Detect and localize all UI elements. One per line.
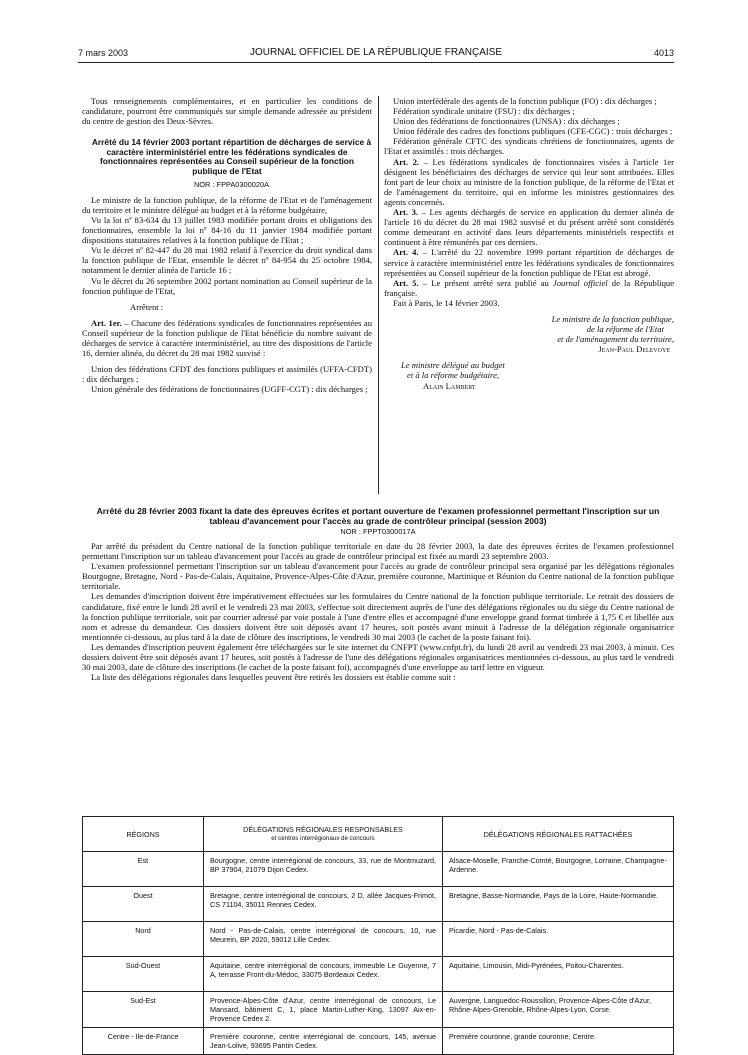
table-row bbox=[83, 992, 674, 1028]
list-item: Fédération générale CFTC des syndicats chrétiens de fonctionnaires, agents de l'Etat et assimilés : trois décharges. bbox=[384, 136, 674, 157]
list-item: Union fédérale des cadres des fonctions publiques (CFE-CGC) : trois décharges ; bbox=[393, 126, 673, 137]
article-4 bbox=[384, 247, 674, 277]
article-1 bbox=[82, 318, 372, 358]
rattachee-cell: Auvergne, Languedoc-Roussillon, Provence-Alpes-Côte d'Azur, Rhône-Alpes-Grenoble, Rhône-Alpes-Lyon, Corse. bbox=[443, 992, 674, 1028]
list-item: Union générale des fédérations de fonctionnaires (UGFF-CGT) : dix décharges ; bbox=[91, 384, 368, 395]
left-column bbox=[82, 96, 372, 394]
responsable-cell: Aquitaine, centre interrégional de concours, immeuble Le Guyenne, 7 A, terrasse Front-du-Médoc, 33075 Bordeaux Cedex. bbox=[204, 957, 443, 992]
second-decree-nor: NOR : FPPT0300017A bbox=[340, 527, 416, 536]
responsable-cell: Provence-Alpes-Côte d'Azur, centre interrégional de concours, Le Mansard, bâtiment C, 1, place Martin-Luther-King, 13097 Aix-en-Provence Cedex 2. bbox=[204, 992, 443, 1028]
article-label: Art. 4. bbox=[393, 247, 419, 258]
region-cell: Centre - Ile-de-France bbox=[83, 1028, 204, 1055]
list-item: Union des fédérations CFDT des fonctions publiques et assimilés (UFFA-CFDT) : dix décharges ; bbox=[82, 364, 372, 385]
article-5 bbox=[384, 278, 674, 298]
paragraph: Les demandes d'inscription peuvent également être téléchargées sur le site internet du CNFPT (www.cnfpt.fr), du lundi 28 avril au vendredi 23 mai 2003, à minuit. Ces dossiers doivent être soit déposés avant 17 heures, soit postés à l'adresse de l'une des délégations régionales organisatrices mentionnées ci-dessous, au plus tard le vendredi 30 mai 2003, date de clôture des inscriptions (le cachet de la poste faisant foi), accompagnés d'une enveloppe au tarif lettre en vigueur. bbox=[82, 641, 674, 673]
table-row bbox=[83, 957, 674, 992]
signatory-1 bbox=[384, 344, 674, 354]
region-cell: Sud-Ouest bbox=[83, 957, 204, 992]
arretent: Arrêtent : bbox=[130, 301, 164, 312]
journal-title: JOURNAL OFFICIEL DE LA RÉPUBLIQUE FRANÇAISE bbox=[249, 47, 503, 58]
article-2 bbox=[384, 157, 674, 207]
region-cell: Nord bbox=[83, 922, 204, 957]
article-text: – Les fédérations syndicales de fonctionnaires visées à l'article 1er désignent les bénéficiaires des décharges de service qui leur sont attribuées. Elles font part de leur choix au ministre de la fonction publique, de la réforme de l'Etat et de l'aménagement du territoire, qui en informe les ministres gestionnaires des agents concernés. bbox=[384, 156, 674, 207]
signature-line: de la réforme de l'Etat bbox=[586, 324, 664, 335]
signature-line: et à la réforme budgétaire, bbox=[407, 370, 500, 381]
paragraph: Vu le décret du 26 septembre 2002 portant nomination au Conseil supérieur de la fonction publique de l'Etat, bbox=[82, 275, 372, 296]
table-row bbox=[83, 922, 674, 957]
header-main: DÉLÉGATIONS RÉGIONALES RESPONSABLES bbox=[243, 825, 403, 834]
header-sub: et centres interrégionaux de concours bbox=[271, 835, 375, 842]
region-cell: Est bbox=[83, 852, 204, 887]
rattachee-cell: Alsace-Moselle, Franche-Comté, Bourgogne, Lorraine, Champagne-Ardenne. bbox=[443, 852, 674, 887]
paragraph: Les demandes d'inscription doivent être impérativement effectuées sur les formulaires du Centre national de la fonction publique territoriale. Le retrait des dossiers de candidature, fixé entre le lundi 28 avril et le vendredi 23 mai 2003, s'effectue soit directement auprès de l'une des délégations régionales ou du siège du Centre national de la fonction publique territoriale, soit par courrier adressé par voie postale à l'une d'entre elles et accompagné d'une enveloppe grand format timbrée à 1,75 € et libellée aux nom et adresse du demandeur. Ces dossiers doivent être soit déposés avant 17 heures, soit postés avant minuit à l'adresse de la délégation régionale organisatrice mentionnée ci-dessous, au plus tard à la date de clôture des inscriptions, le vendredi 30 mai 2003 (le cachet de la poste faisant foi). bbox=[82, 591, 674, 642]
paragraph: Vu la loi nº 83-634 du 13 juillet 1983 modifiée portant droits et obligations des fonctionnaires, ensemble la loi nº 84-16 du 11 janvier 1984 modifiée portant dispositions statutaires relatives à la fonction publique de l'Etat ; bbox=[82, 214, 372, 246]
article-label: Art. 1er. bbox=[91, 317, 122, 328]
rattachee-cell: Picardie, Nord - Pas-de-Calais. bbox=[443, 922, 674, 957]
article-label: Art. 2. bbox=[393, 156, 420, 167]
table-row bbox=[83, 887, 674, 922]
signatory-name: Jean-Paul Delevoye bbox=[598, 344, 670, 355]
responsable-cell: Bourgogne, centre interrégional de concours, 33, rue de Montmuzard, BP 37904, 21079 Dijon Cedex. bbox=[204, 852, 443, 887]
right-column bbox=[384, 96, 674, 391]
signature-line: et de l'aménagement du territoire, bbox=[557, 334, 674, 345]
delegations-table bbox=[82, 816, 674, 1055]
column-header-responsables bbox=[204, 817, 443, 852]
list-item: Fédération syndicale unitaire (FSU) : dix décharges ; bbox=[393, 106, 575, 117]
paragraph: La liste des délégations régionales dans lesquelles peuvent être retirés les dossiers est établie comme suit : bbox=[91, 672, 456, 683]
second-decree-body bbox=[82, 541, 674, 682]
paragraph: L'examen professionnel permettant l'inscription sur un tableau d'avancement pour l'accès au grade de contrôleur principal sera organisé par les délégations régionales Bourgogne, Bretagne, Nord - Pas-de-Calais, Aquitaine, Provence-Alpes-Côte d'Azur, première couronne, Martinique et Réunion du Centre national de la fonction publique territoriale. bbox=[82, 561, 674, 592]
article-text: – Les agents déchargés de service en application du dernier alinéa de l'article 16 du décret du 28 mai 1982 susvisé et du présent arrêté sont considérés comme demeurant en activité dans leurs départements ministériels respectifs et continuent à être rémunérés par ces derniers. bbox=[384, 207, 674, 248]
responsable-cell: Bretagne, centre interrégional de concours, 2 D, allée Jacques-Frimot, CS 71104, 35011 Rennes Cedex. bbox=[204, 887, 443, 922]
responsable-cell: Première couronne, centre interrégional de concours, 145, avenue Jean-Lolive, 93695 Pantin Cedex. bbox=[204, 1028, 443, 1055]
list-item: Union interfédérale des agents de la fonction publique (FO) : dix décharges ; bbox=[393, 96, 657, 106]
responsable-cell: Nord - Pas-de-Calais, centre interrégional de concours, 10, rue Meurein, BP 2020, 59012 Lille Cedex. bbox=[204, 922, 443, 957]
signature-line: Le ministre de la fonction publique, bbox=[551, 313, 674, 324]
page-header bbox=[78, 46, 674, 63]
decree-nor: NOR : FPPA0300020A bbox=[193, 179, 270, 189]
rattachee-cell: Première couronne, grande couronne, Centre. bbox=[443, 1028, 674, 1055]
region-cell: Sud-Est bbox=[83, 992, 204, 1028]
journal-ref: Journal officiel bbox=[552, 277, 608, 288]
second-decree-title: Arrêté du 28 février 2003 fixant la date des épreuves écrites et portant ouverture de l'examen professionnel permettant l'inscription sur un tableau d'avancement pour l'accès au grade de contrôleur principal (session 2003) bbox=[96, 506, 660, 526]
rattachee-cell: Aquitaine, Limousin, Midi-Pyrénées, Poitou-Charentes. bbox=[443, 957, 674, 992]
signature-line: Le ministre délégué au budget bbox=[401, 360, 505, 371]
article-label: Art. 3. bbox=[393, 207, 419, 218]
article-text: – Le présent arrêté sera publié au bbox=[418, 277, 553, 288]
page-number: 4013 bbox=[653, 48, 674, 58]
article-text: – L'arrêté du 22 novembre 1999 portant répartition de décharges de service à caractère interministériel entre les fédérations syndicales de fonctionnaires représentées au Conseil supérieur de la fonction publique de l'Etat est abrogé. bbox=[384, 247, 674, 278]
intro-paragraph: Tous renseignements complémentaires, et en particulier les conditions de candidature, pourront être communiqués sur simple demande adressée au président du centre de gestion des Deux-Sèvres. bbox=[82, 96, 372, 127]
table-header-row bbox=[83, 817, 674, 852]
column-header-regions: RÉGIONS bbox=[83, 817, 204, 852]
article-3 bbox=[384, 207, 674, 247]
article-text: de la République française. bbox=[384, 277, 675, 298]
article-text: – Chacune des fédérations syndicales de fonctionnaires représentées au Conseil supérieur de la fonction publique de l'Etat bénéficie du nombre suivant de décharges de service à caractère interministériel, au titre des dispositions de l'article 16, dernier alinéa, du décret du 28 mai 1982 susvisé : bbox=[82, 317, 372, 359]
signatory-name: Alain Lambert bbox=[423, 380, 476, 391]
paragraph: Le ministre de la fonction publique, de la réforme de l'Etat et de l'aménagement du territoire et le ministre délégué au budget et à la réforme budgétaire, bbox=[82, 194, 372, 215]
rattachee-cell: Bretagne, Basse-Normandie, Pays de la Loire, Haute-Normandie. bbox=[443, 887, 674, 922]
signatory-2 bbox=[414, 381, 674, 391]
column-header-rattachees: DÉLÉGATIONS RÉGIONALES RATTACHÉES bbox=[443, 817, 674, 852]
header-date: 7 mars 2003 bbox=[78, 48, 129, 58]
list-item: Union des fédérations de fonctionnaires (UNSA) : dix décharges ; bbox=[393, 116, 620, 127]
decree-title: Arrêté du 14 février 2003 portant répartition de décharges de service à caractère interministériel entre les fédérations syndicales de fonctionnaires représentées au Conseil supérieur de la fonction publique de l'Etat bbox=[91, 137, 372, 177]
paragraph: Par arrêté du président du Centre national de la fonction publique territoriale en date du 28 février 2003, la date des épreuves écrites de l'examen professionnel permettant l'inscription sur un tableau d'avancement pour l'accès au grade de contrôleur principal est fixée au mardi 23 septembre 2003. bbox=[82, 541, 674, 562]
table-row bbox=[83, 1028, 674, 1055]
region-cell: Ouest bbox=[83, 887, 204, 922]
column-divider bbox=[378, 96, 379, 494]
table-row bbox=[83, 852, 674, 887]
article-label: Art. 5. bbox=[393, 277, 419, 288]
signature-date: Fait à Paris, le 14 février 2003. bbox=[393, 297, 500, 308]
paragraph: Vu le décret nº 82-447 du 28 mai 1982 relatif à l'exercice du droit syndical dans la fonction publique de l'Etat, ensemble le décret nº 84-954 du 25 octobre 1984, notamment le dernier alinéa de l'article 16 ; bbox=[82, 245, 372, 276]
